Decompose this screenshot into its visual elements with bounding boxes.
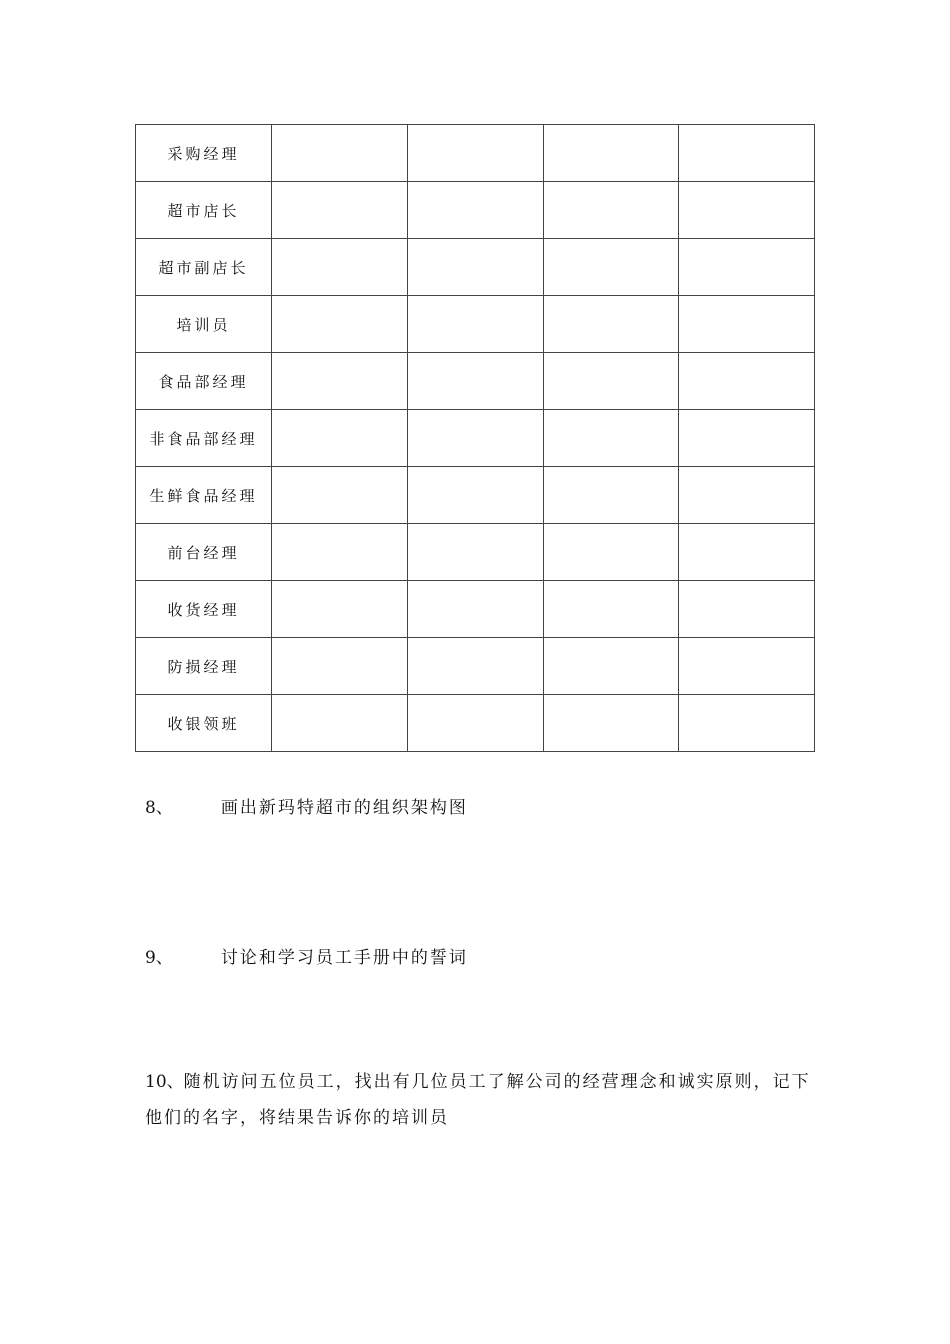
table-row [136, 695, 815, 752]
table-row [136, 182, 815, 239]
empty-cell [272, 581, 408, 638]
empty-cell [407, 638, 543, 695]
empty-cell [679, 467, 815, 524]
role-label: 收货经理 [136, 581, 272, 638]
empty-cell [679, 581, 815, 638]
empty-cell [407, 581, 543, 638]
empty-cell [543, 524, 679, 581]
table-row [136, 410, 815, 467]
empty-cell [407, 296, 543, 353]
role-label: 生鲜食品经理 [136, 467, 272, 524]
empty-cell [272, 410, 408, 467]
empty-cell [272, 125, 408, 182]
table-row [136, 524, 815, 581]
empty-cell [543, 296, 679, 353]
question-text: 讨论和学习员工手册中的誓词 [220, 948, 468, 968]
empty-cell [679, 353, 815, 410]
table-row [136, 638, 815, 695]
table-row [136, 581, 815, 638]
empty-cell [272, 239, 408, 296]
empty-cell [407, 695, 543, 752]
empty-cell [272, 353, 408, 410]
role-label: 食品部经理 [136, 353, 272, 410]
empty-cell [407, 524, 543, 581]
role-label: 收银领班 [136, 695, 272, 752]
empty-cell [543, 467, 679, 524]
role-label: 超市店长 [136, 182, 272, 239]
empty-cell [543, 638, 679, 695]
empty-cell [679, 182, 815, 239]
empty-cell [272, 296, 408, 353]
empty-cell [543, 410, 679, 467]
empty-cell [543, 125, 679, 182]
role-label: 非食品部经理 [136, 410, 272, 467]
empty-cell [543, 353, 679, 410]
empty-cell [543, 581, 679, 638]
question-text: 随机访问五位员工，找出有几位员工了解公司的经营理念和诚实原则，记下他们的名字，将结果告诉你的培训员 [145, 1072, 811, 1128]
roles-table [135, 124, 815, 752]
question-10 [145, 1064, 825, 1136]
table-row [136, 467, 815, 524]
role-label: 培训员 [136, 296, 272, 353]
empty-cell [272, 638, 408, 695]
empty-cell [407, 410, 543, 467]
empty-cell [407, 467, 543, 524]
empty-cell [543, 695, 679, 752]
question-8 [145, 790, 468, 826]
role-label: 前台经理 [136, 524, 272, 581]
empty-cell [679, 638, 815, 695]
empty-cell [679, 524, 815, 581]
empty-cell [679, 296, 815, 353]
role-label: 防损经理 [136, 638, 272, 695]
empty-cell [679, 125, 815, 182]
empty-cell [679, 239, 815, 296]
question-number: 8、 [145, 798, 173, 818]
question-9 [145, 940, 468, 976]
empty-cell [543, 239, 679, 296]
role-label: 采购经理 [136, 125, 272, 182]
empty-cell [679, 695, 815, 752]
empty-cell [679, 410, 815, 467]
question-number: 10、 [145, 1072, 184, 1092]
empty-cell [407, 239, 543, 296]
empty-cell [272, 467, 408, 524]
question-text: 画出新玛特超市的组织架构图 [220, 798, 468, 818]
empty-cell [407, 125, 543, 182]
empty-cell [272, 695, 408, 752]
empty-cell [407, 182, 543, 239]
empty-cell [407, 353, 543, 410]
empty-cell [272, 182, 408, 239]
table-row [136, 296, 815, 353]
empty-cell [272, 524, 408, 581]
table-row [136, 353, 815, 410]
role-label: 超市副店长 [136, 239, 272, 296]
question-number: 9、 [145, 948, 173, 968]
empty-cell [543, 182, 679, 239]
table-row [136, 125, 815, 182]
table-row [136, 239, 815, 296]
